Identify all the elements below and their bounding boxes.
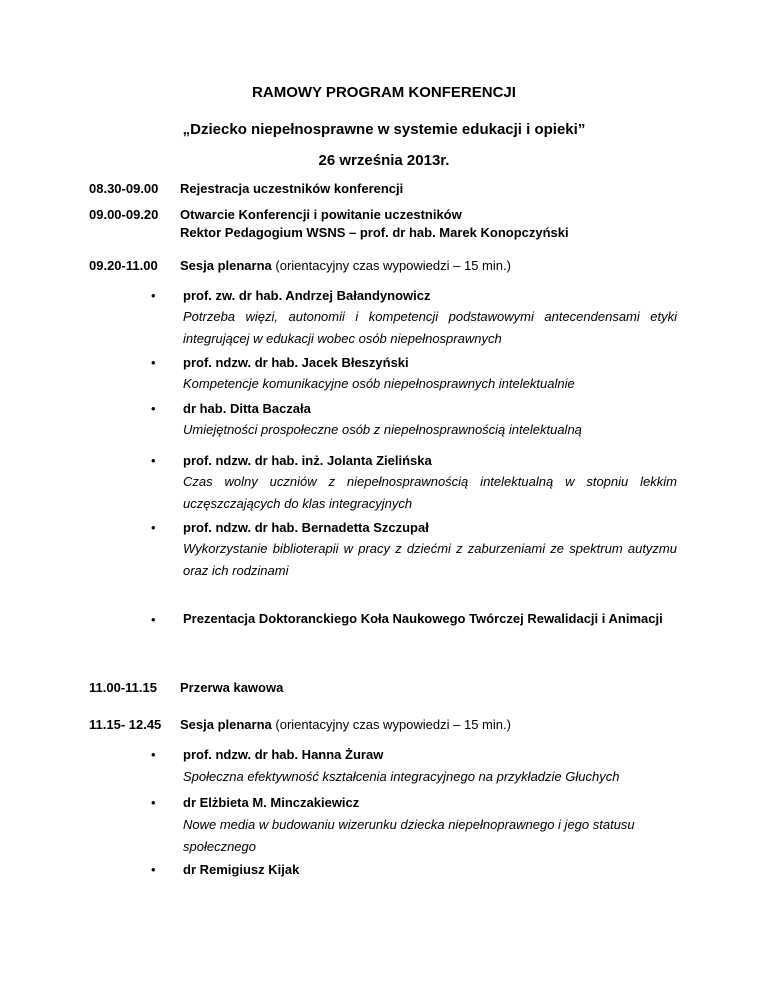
talk-title: Społeczna efektywność kształcenia integracyjnego na przykładzie Głuchych: [183, 769, 620, 784]
list-bullet: •: [151, 453, 156, 468]
list-bullet: •: [151, 862, 156, 877]
speaker-name: prof. ndzw. dr hab. Jacek Błeszyński: [183, 355, 409, 370]
time-slot: 11.15- 12.45: [89, 717, 162, 732]
talk-title: Kompetencje komunikacyjne osób niepełnosprawnych intelektualnie: [183, 376, 575, 391]
list-bullet: •: [151, 795, 156, 810]
time-slot: 08.30-09.00: [89, 181, 159, 196]
speaker-name: dr Remigiusz Kijak: [183, 862, 300, 877]
talk-title: Czas wolny uczniów z niepełnosprawnością intelektualną w stopniu lekkim uczęszczających do klas integracyjnych: [183, 474, 677, 511]
slot-note: (orientacyjny czas wypowiedzi – 15 min.): [275, 717, 511, 732]
list-bullet: •: [151, 747, 156, 762]
speaker-name: dr Elżbieta M. Minczakiewicz: [183, 795, 360, 810]
slot-label-group: [180, 717, 511, 732]
talk-title: Nowe media w budowaniu wizerunku dziecka niepełnoprawnego i jego statusu społecznego: [183, 817, 635, 854]
talk-title: Wykorzystanie biblioterapii w pracy z dziećmi z zaburzeniami ze spektrum autyzmu oraz ich rodzinami: [183, 541, 677, 578]
slot-label: Sesja plenarna: [180, 258, 272, 273]
speaker-name: prof. ndzw. dr hab. Bernadetta Szczupał: [183, 520, 429, 535]
time-slot: 09.20-11.00: [89, 258, 158, 273]
conference-subtitle: „Dziecko niepełnosprawne w systemie edukacji i opieki”: [182, 121, 586, 138]
time-slot: 09.00-09.20: [89, 207, 159, 222]
slot-note: (orientacyjny czas wypowiedzi – 15 min.): [275, 258, 511, 273]
slot-label: Otwarcie Konferencji i powitanie uczestników: [180, 207, 462, 222]
speaker-name: prof. zw. dr hab. Andrzej Bałandynowicz: [183, 288, 431, 303]
speaker-name: dr hab. Ditta Baczała: [183, 401, 311, 416]
conference-date: 26 września 2013r.: [318, 152, 450, 169]
list-bullet: •: [151, 401, 156, 416]
talk-title: Umiejętności prospołeczne osób z niepełnosprawnością intelektualną: [183, 422, 582, 437]
page-title: RAMOWY PROGRAM KONFERENCJI: [252, 84, 516, 101]
list-bullet: •: [151, 288, 156, 303]
time-slot: 11.00-11.15: [89, 680, 157, 695]
list-bullet: •: [151, 355, 156, 370]
talk-title: Potrzeba więzi, autonomii i kompetencji podstawowymi antecendensami etyki integrującej w edukacji wobec osób niepełnosprawnych: [183, 309, 677, 346]
speaker-name: prof. ndzw. dr hab. inż. Jolanta Zielińska: [183, 453, 432, 468]
slot-label: Sesja plenarna: [180, 717, 272, 732]
list-bullet: •: [151, 612, 156, 627]
slot-label: Rejestracja uczestników konferencji: [180, 181, 404, 196]
slot-label-line2: Rektor Pedagogium WSNS – prof. dr hab. Marek Konopczyński: [180, 225, 569, 240]
presentation-item: Prezentacja Doktoranckiego Koła Naukowego Twórczej Rewalidacji i Animacji: [183, 611, 663, 626]
list-bullet: •: [151, 520, 156, 535]
speaker-name: prof. ndzw. dr hab. Hanna Żuraw: [183, 747, 384, 762]
slot-label: Przerwa kawowa: [180, 680, 284, 695]
slot-label-group: [180, 258, 511, 273]
